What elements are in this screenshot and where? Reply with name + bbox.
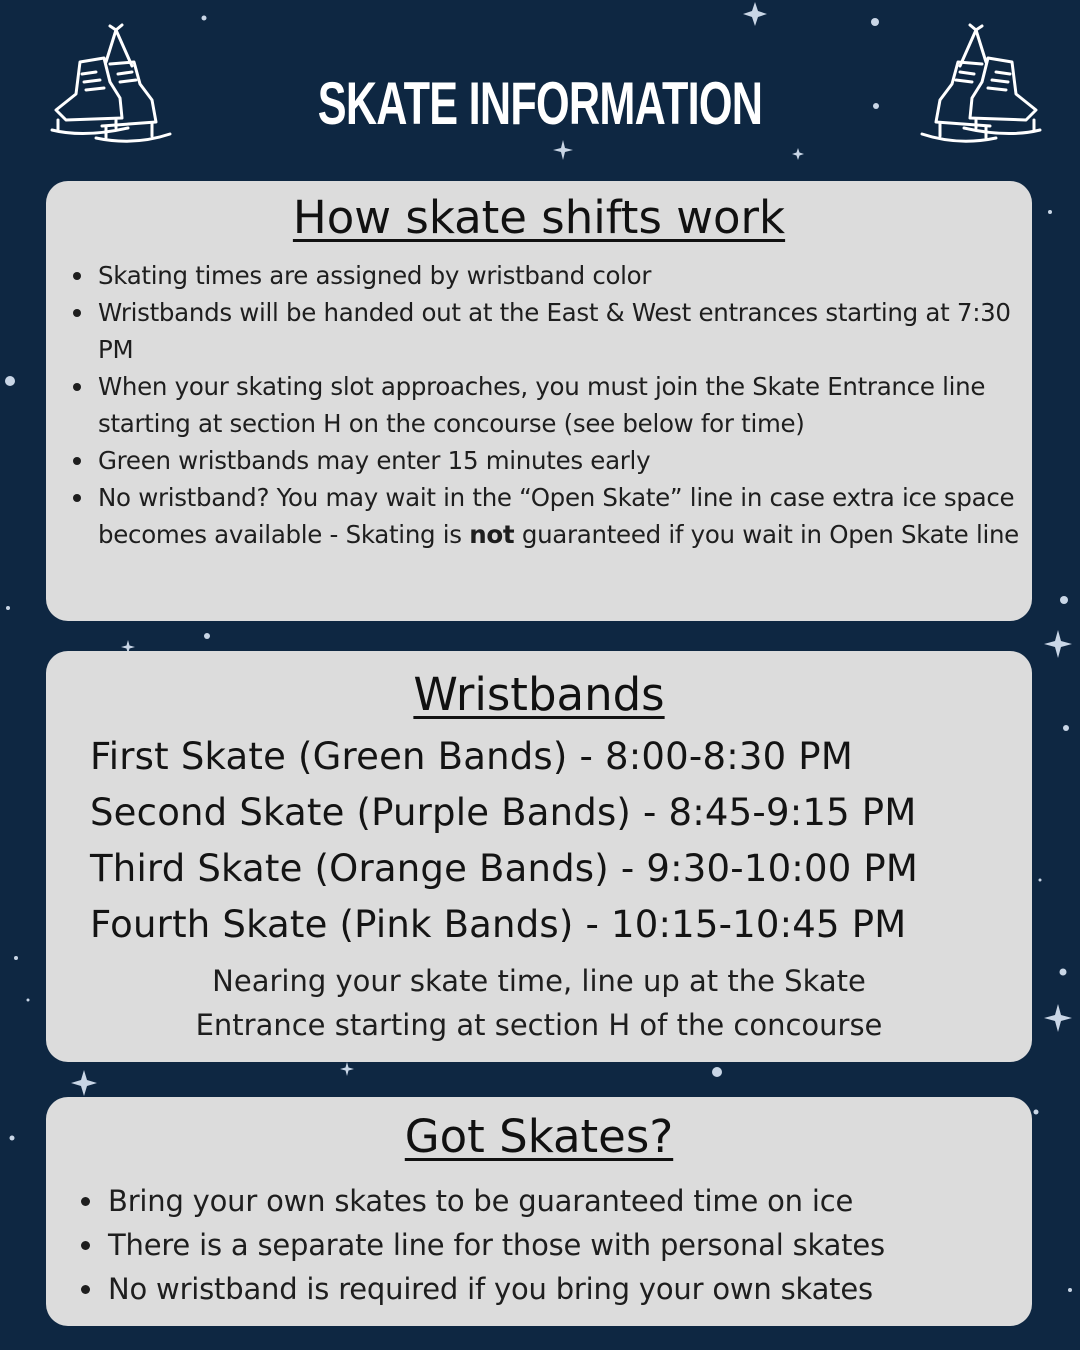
- skate-session: Second Skate (Purple Bands) - 8:45-9:15 PM: [90, 791, 917, 834]
- list-item: Bring your own skates to be guaranteed time on ice: [108, 1179, 1028, 1223]
- section-heading: Got Skates?: [404, 1110, 674, 1163]
- section-heading: How skate shifts work: [292, 191, 786, 244]
- emphasis-text: not: [469, 520, 515, 549]
- sparkle-icon: [792, 148, 804, 160]
- sparkle-icon: [1044, 1004, 1072, 1032]
- got-skates-card: [46, 1097, 1032, 1326]
- list-item: Green wristbands may enter 15 minutes early: [98, 442, 1028, 479]
- section-heading: Wristbands: [413, 668, 665, 721]
- sparkle-icon: [743, 2, 767, 26]
- sparkle-icon: [71, 1070, 97, 1096]
- skate-session: Third Skate (Orange Bands) - 9:30-10:00 PM: [90, 847, 919, 890]
- own-skates-list: [108, 1179, 1028, 1311]
- list-item: When your skating slot approaches, you must join the Skate Entrance line starting at section H on the concourse (see below for time): [98, 368, 1028, 442]
- shift-rules-list: [98, 257, 1028, 553]
- skate-sessions-list: [90, 729, 1020, 953]
- lineup-note: [46, 959, 1032, 1047]
- list-item: Skating times are assigned by wristband color: [98, 257, 1028, 294]
- text-segment: guaranteed if you wait in Open Skate line: [514, 520, 1019, 549]
- sparkle-icon: [340, 1062, 354, 1076]
- list-item: There is a separate line for those with personal skates: [108, 1223, 1028, 1267]
- note-line: Nearing your skate time, line up at the Skate: [212, 964, 866, 998]
- sparkle-icon: [553, 140, 573, 160]
- page-title: SKATE INFORMATION: [317, 70, 763, 137]
- skate-session: First Skate (Green Bands) - 8:00-8:30 PM: [90, 735, 853, 778]
- list-item: No wristband is required if you bring your own skates: [108, 1267, 1028, 1311]
- text-segment: No wristband? You may wait in the “Open Skate” line in case extra ice space becomes available - Skating is: [98, 483, 1015, 549]
- list-item: [98, 479, 1028, 553]
- list-item: Wristbands will be handed out at the East & West entrances starting at 7:30 PM: [98, 294, 1028, 368]
- wristbands-card: [46, 651, 1032, 1062]
- sparkle-icon: [1044, 630, 1072, 658]
- how-skate-shifts-work-card: [46, 181, 1032, 621]
- ice-skates-icon: [908, 22, 1048, 162]
- skate-session: Fourth Skate (Pink Bands) - 10:15-10:45 PM: [90, 903, 907, 946]
- note-line: Entrance starting at section H of the concourse: [195, 1008, 883, 1042]
